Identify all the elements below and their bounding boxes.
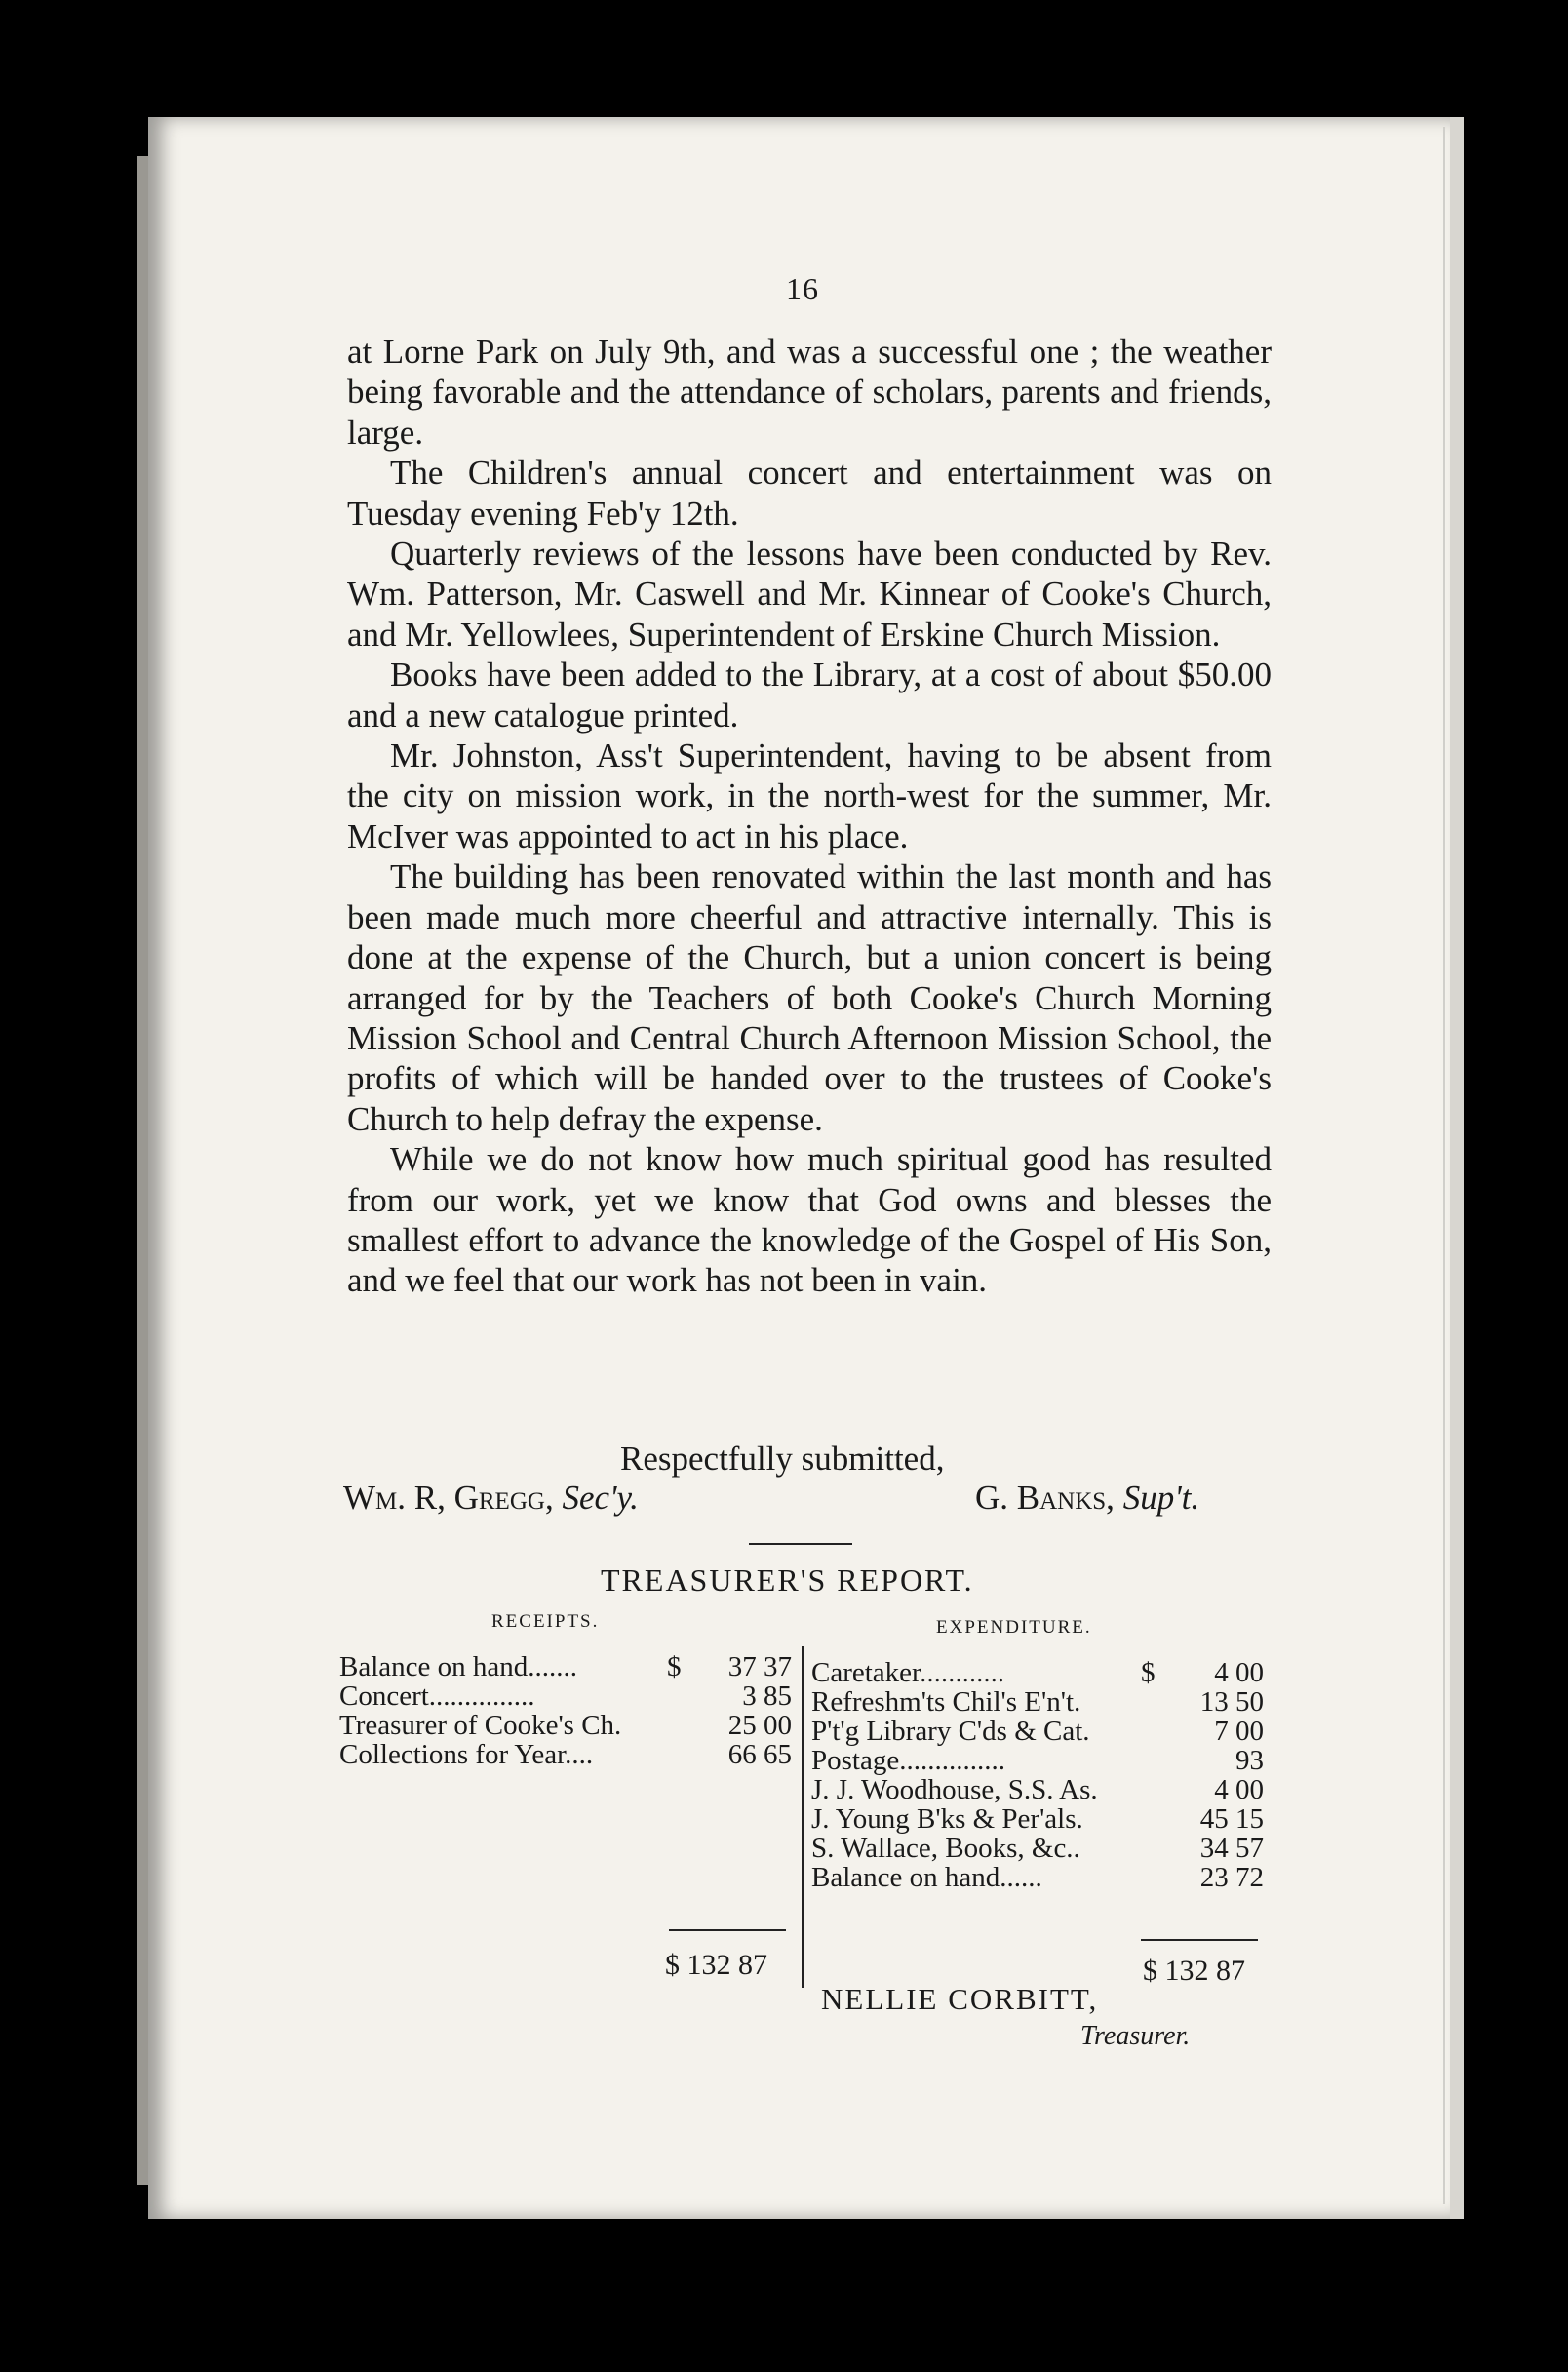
row-amount: 45 15 (1199, 1803, 1264, 1835)
paragraph-1: at Lorne Park on July 9th, and was a successful one ; the weather being favorable and the attendance of scholars, parents and friends, large. (347, 333, 1272, 452)
receipts-heading: RECEIPTS. (491, 1611, 600, 1632)
row-amount: 25 00 (727, 1710, 792, 1741)
paragraph-3: Quarterly reviews of the lessons have been conducted by Rev. Wm. Patterson, Mr. Caswell and Mr. Kinnear of Cooke's Church, and Mr. Yellowlees, Superintendent of Erskine Church Mission. (347, 534, 1272, 653)
table-row (811, 1687, 1264, 1717)
treasurer-title: Treasurer. (1080, 2021, 1191, 2051)
row-amount: 4 00 (1214, 1774, 1264, 1805)
table-row (811, 1863, 1264, 1892)
row-amount: 7 00 (1214, 1716, 1264, 1747)
column-divider (802, 1646, 804, 1988)
row-amount: 93 (1235, 1745, 1264, 1776)
table-row (339, 1711, 792, 1740)
row-amount: 3 85 (742, 1680, 792, 1712)
row-amount: 23 72 (1199, 1862, 1264, 1893)
table-row (339, 1681, 792, 1711)
row-amount: 34 57 (1199, 1833, 1264, 1864)
report-title: TREASURER'S REPORT. (601, 1562, 974, 1598)
table-row (811, 1775, 1264, 1804)
page-edge (1450, 117, 1464, 2219)
row-label: J. J. Woodhouse, S.S. As. (811, 1774, 1098, 1805)
row-label: Balance on hand...... (811, 1862, 1042, 1893)
expenditure-sum-rule (1141, 1939, 1258, 1941)
signature-secretary (343, 1479, 639, 1518)
row-label: Refreshm'ts Chil's E'n't. (811, 1686, 1081, 1718)
table-row (339, 1740, 792, 1769)
row-label: Collections for Year.... (339, 1739, 594, 1770)
paragraph-2: The Children's annual concert and entertainment was on Tuesday evening Feb'y 12th. (347, 454, 1272, 533)
row-label: Treasurer of Cooke's Ch. (339, 1710, 622, 1741)
page-margin-line (1443, 127, 1445, 2204)
table-row (811, 1658, 1264, 1687)
receipts-sum-rule (669, 1929, 786, 1931)
table-row (811, 1717, 1264, 1746)
report-body (347, 332, 1272, 1301)
paragraph-4: Books have been added to the Library, at a cost of about $50.00 and a new catalogue printed. (347, 655, 1272, 734)
row-label: P't'g Library C'ds & Cat. (811, 1716, 1090, 1747)
table-row (339, 1652, 792, 1681)
table-row (811, 1834, 1264, 1863)
closing-line: Respectfully submitted, (620, 1440, 945, 1478)
paragraph-5: Mr. Johnston, Ass't Superintendent, having to be absent from the city on mission work, in the north-west for the summer, Mr. McIver was appointed to act in his place. (347, 736, 1272, 855)
superintendent-title: Sup't. (1122, 1479, 1200, 1517)
page-number: 16 (786, 271, 819, 306)
row-amount: 66 65 (727, 1739, 792, 1770)
row-amount: 13 50 (1199, 1686, 1264, 1718)
section-divider (749, 1543, 852, 1545)
expenditure-table (811, 1658, 1264, 1892)
row-label: Concert............... (339, 1680, 535, 1712)
superintendent-name: G. Banks, (975, 1479, 1115, 1517)
secretary-name: Wm. R, Gregg, (343, 1479, 554, 1517)
receipts-total: $ 132 87 (665, 1949, 767, 1981)
row-amount: 37 37 (727, 1651, 792, 1682)
row-label: Postage............... (811, 1745, 1005, 1776)
table-row (811, 1804, 1264, 1834)
table-row (811, 1746, 1264, 1775)
row-dollar: $ (1141, 1657, 1156, 1688)
row-label: J. Young B'ks & Per'als. (811, 1803, 1083, 1835)
paragraph-6: The building has been renovated within the last month and has been made much more cheerful and attractive internally. This is done at the expense of the Church, but a union concert is being arranged for by the Teachers of both Cooke's Church Morning Mission School and Central Church Afternoon Mission School, the profits of which will be handed over to the trustees of Cooke's Church to help defray the expense. (347, 857, 1272, 1138)
paragraph-7: While we do not know how much spiritual good has resulted from our work, yet we know that God owns and blesses the smallest effort to advance the knowledge of the Gospel of His Son, and we feel that our work has not been in vain. (347, 1140, 1272, 1300)
treasurer-name: NELLIE CORBITT, (821, 1982, 1099, 2016)
row-dollar: $ (667, 1651, 682, 1682)
row-amount: 4 00 (1214, 1657, 1264, 1688)
row-label: Balance on hand....... (339, 1651, 578, 1682)
row-label: S. Wallace, Books, &c.. (811, 1833, 1080, 1864)
row-label: Caretaker............ (811, 1657, 1005, 1688)
signature-superintendent (975, 1479, 1199, 1518)
expenditure-heading: EXPENDITURE. (936, 1617, 1092, 1638)
receipts-table (339, 1652, 792, 1769)
expenditure-total: $ 132 87 (1143, 1955, 1245, 1987)
secretary-title: Sec'y. (562, 1479, 639, 1517)
